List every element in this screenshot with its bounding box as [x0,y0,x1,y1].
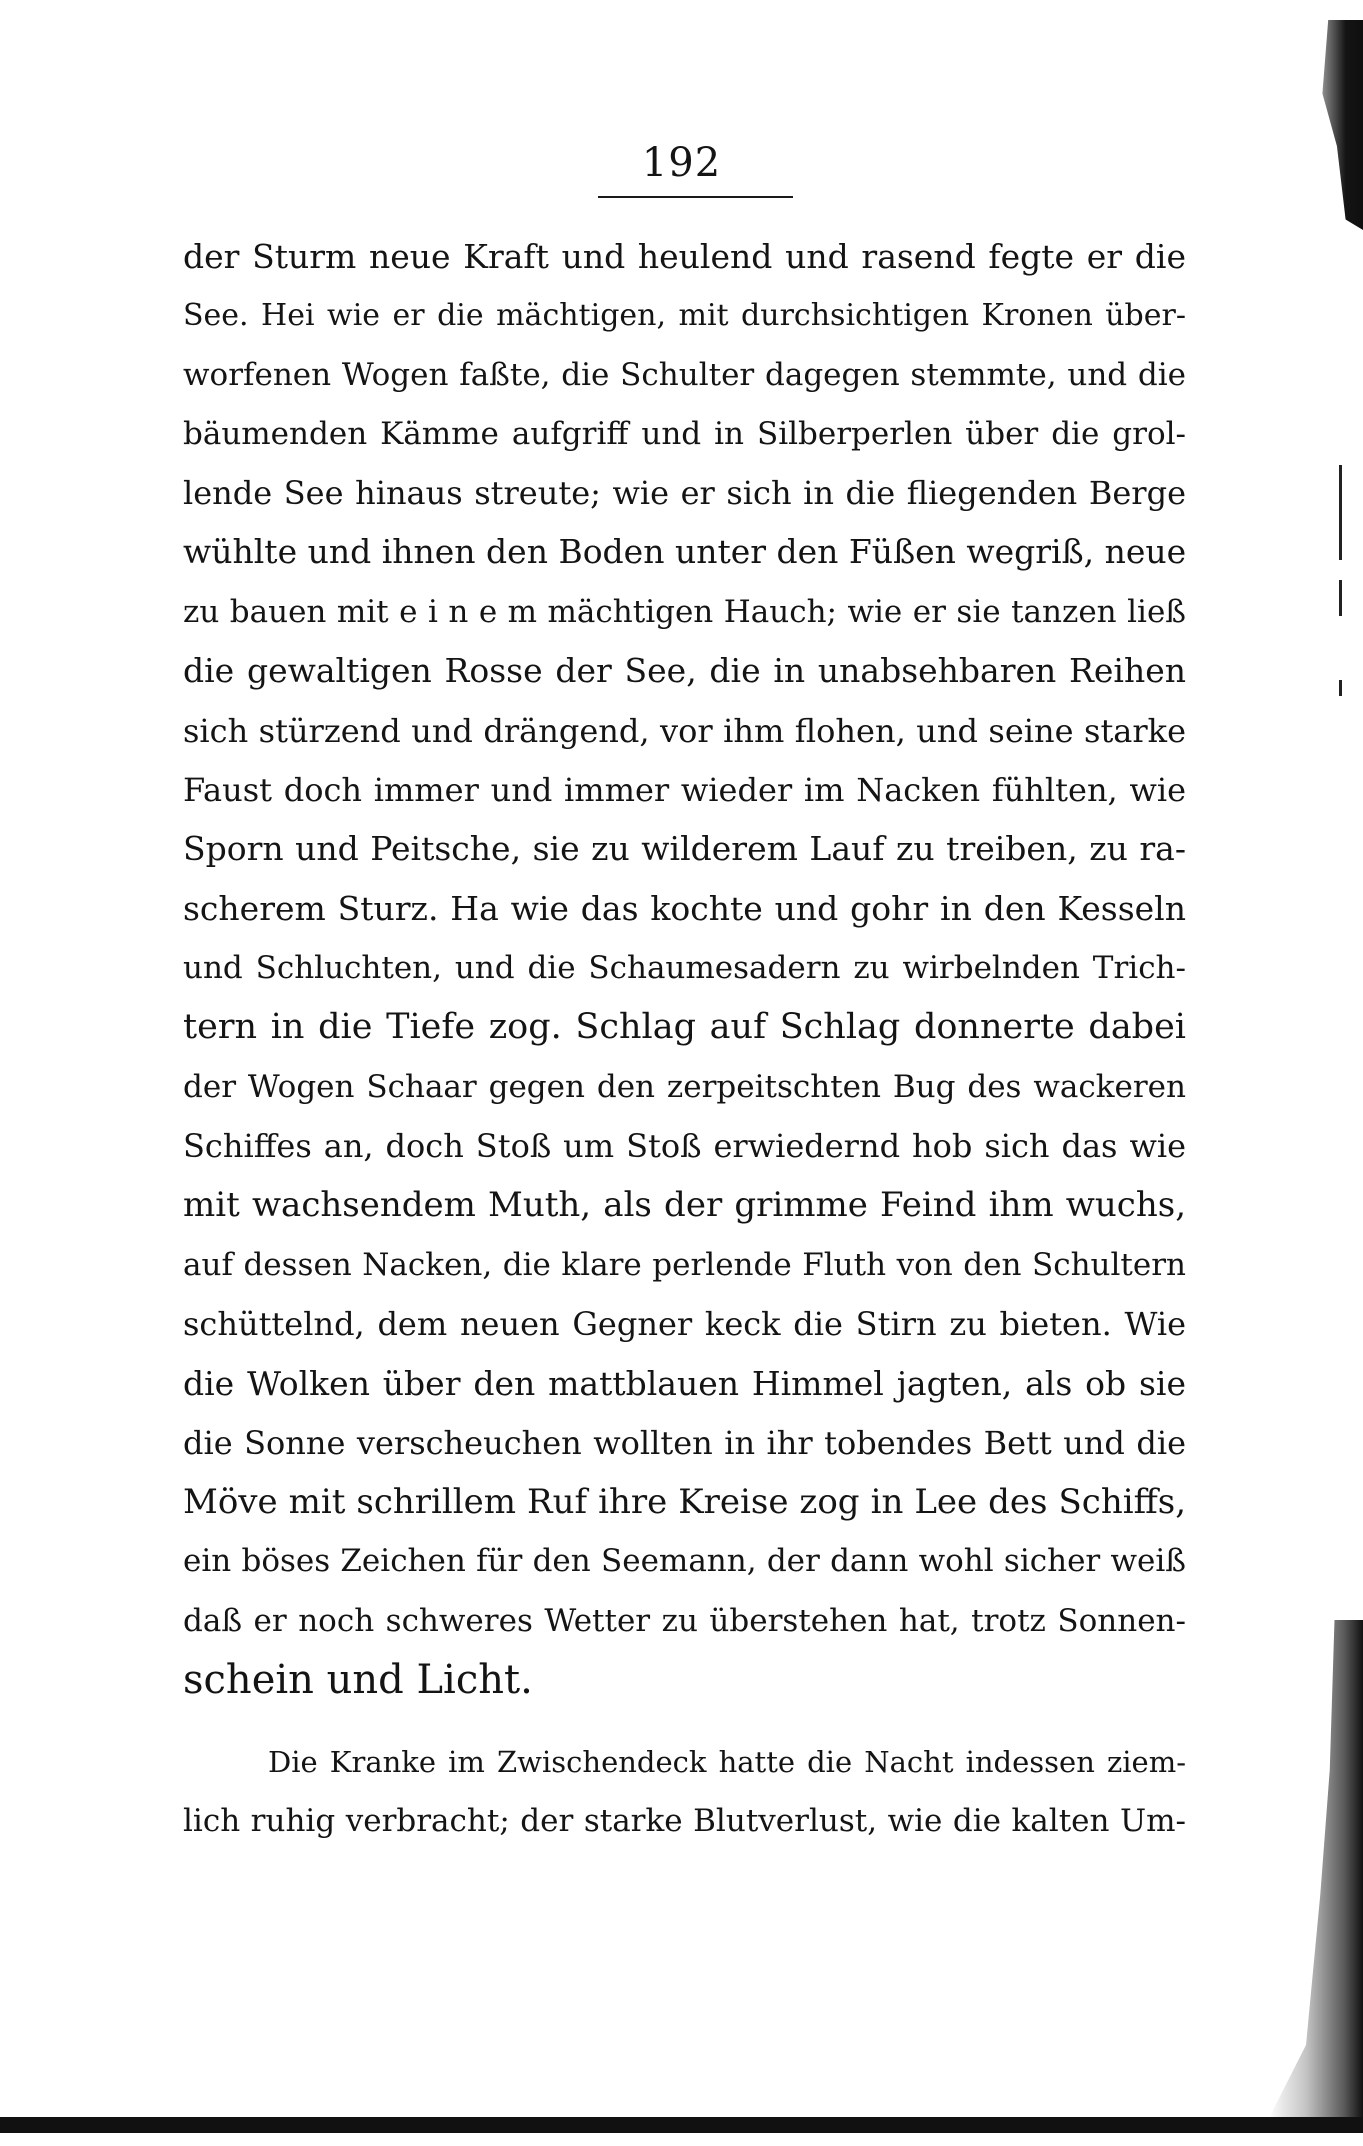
scan-tick-2 [1339,580,1342,616]
scan-tick-1 [1339,465,1342,560]
text-line-22: Möve mit schrillem Ruf ihre Kreise zog in Lee des Schiffs, [183,1482,1186,1522]
text-line-12: scherem Sturz. Ha wie das kochte und gohr in den Kesseln [183,889,1186,928]
text-line-24: daß er noch schweres Wetter zu überstehen hat, trotz Sonnen- [183,1603,1186,1639]
text-line-3: worfenen Wogen faßte, die Schulter dagegen stemmte, und die [183,357,1186,393]
text-line-5: lende See hinaus streute; wie er sich in die fliegenden Berge [183,474,1186,512]
scan-tick-3 [1339,680,1342,696]
text-line-19: schüttelnd, dem neuen Gegner keck die Stirn zu bieten. Wie [183,1305,1186,1343]
text-line-18: auf dessen Nacken, die klare perlende Fluth von den Schultern [183,1247,1186,1283]
text-line-17: mit wachsendem Muth, als der grimme Feind ihm wuchs, [183,1185,1186,1225]
text-line-11: Sporn und Peitsche, sie zu wilderem Lauf zu treiben, zu ra- [183,829,1186,868]
text-line-13: und Schluchten, und die Schaumesadern zu wirbelnden Trich- [183,950,1186,986]
text-line-6: wühlte und ihnen den Boden unter den Füßen wegriß, neue [183,532,1187,571]
text-line-2: See. Hei wie er die mächtigen, mit durchsichtigen Kronen über- [183,298,1186,333]
page-number: 192 [641,140,722,186]
text-line-4: bäumenden Kämme aufgriff und in Silberperlen über die grol- [183,416,1186,452]
text-line-7: zu bauen mit e i n e m mächtigen Hauch; wie er sie tanzen ließ [183,594,1186,630]
text-line-21: die Sonne verscheuchen wollten in ihr tobendes Bett und die [183,1424,1186,1462]
text-line-14: tern in die Tiefe zog. Schlag auf Schlag donnerte dabei [183,1007,1186,1047]
text-line-20: die Wolken über den mattblauen Himmel jagten, als ob sie [183,1364,1186,1403]
scan-edge-top [1305,20,1363,230]
text-line-25: schein und Licht. [183,1657,533,1703]
header-rule [598,196,793,198]
text-line-9: sich stürzend und drängend, vor ihm flohen, und seine starke [183,712,1186,750]
text-line-23: ein böses Zeichen für den Seemann, der dann wohl sicher weiß [183,1543,1186,1579]
text-line-27: lich ruhig verbracht; der starke Blutverlust, wie die kalten Um- [183,1803,1186,1839]
scan-edge-bottom [1268,1620,1363,2120]
text-line-8: die gewaltigen Rosse der See, die in unabsehbaren Reihen [183,651,1186,690]
text-line-15: der Wogen Schaar gegen den zerpeitschten Bug des wackeren [183,1069,1186,1105]
text-line-10: Faust doch immer und immer wieder im Nacken fühlten, wie [183,771,1186,809]
text-line-1: der Sturm neue Kraft und heulend und rasend fegte er die [183,237,1186,276]
text-line-16: Schiffes an, doch Stoß um Stoß erwiedernd hob sich das wie [183,1127,1186,1165]
bottom-rule [0,2117,1363,2133]
text-line-26: Die Kranke im Zwischendeck hatte die Nacht indessen ziem- [268,1745,1186,1779]
